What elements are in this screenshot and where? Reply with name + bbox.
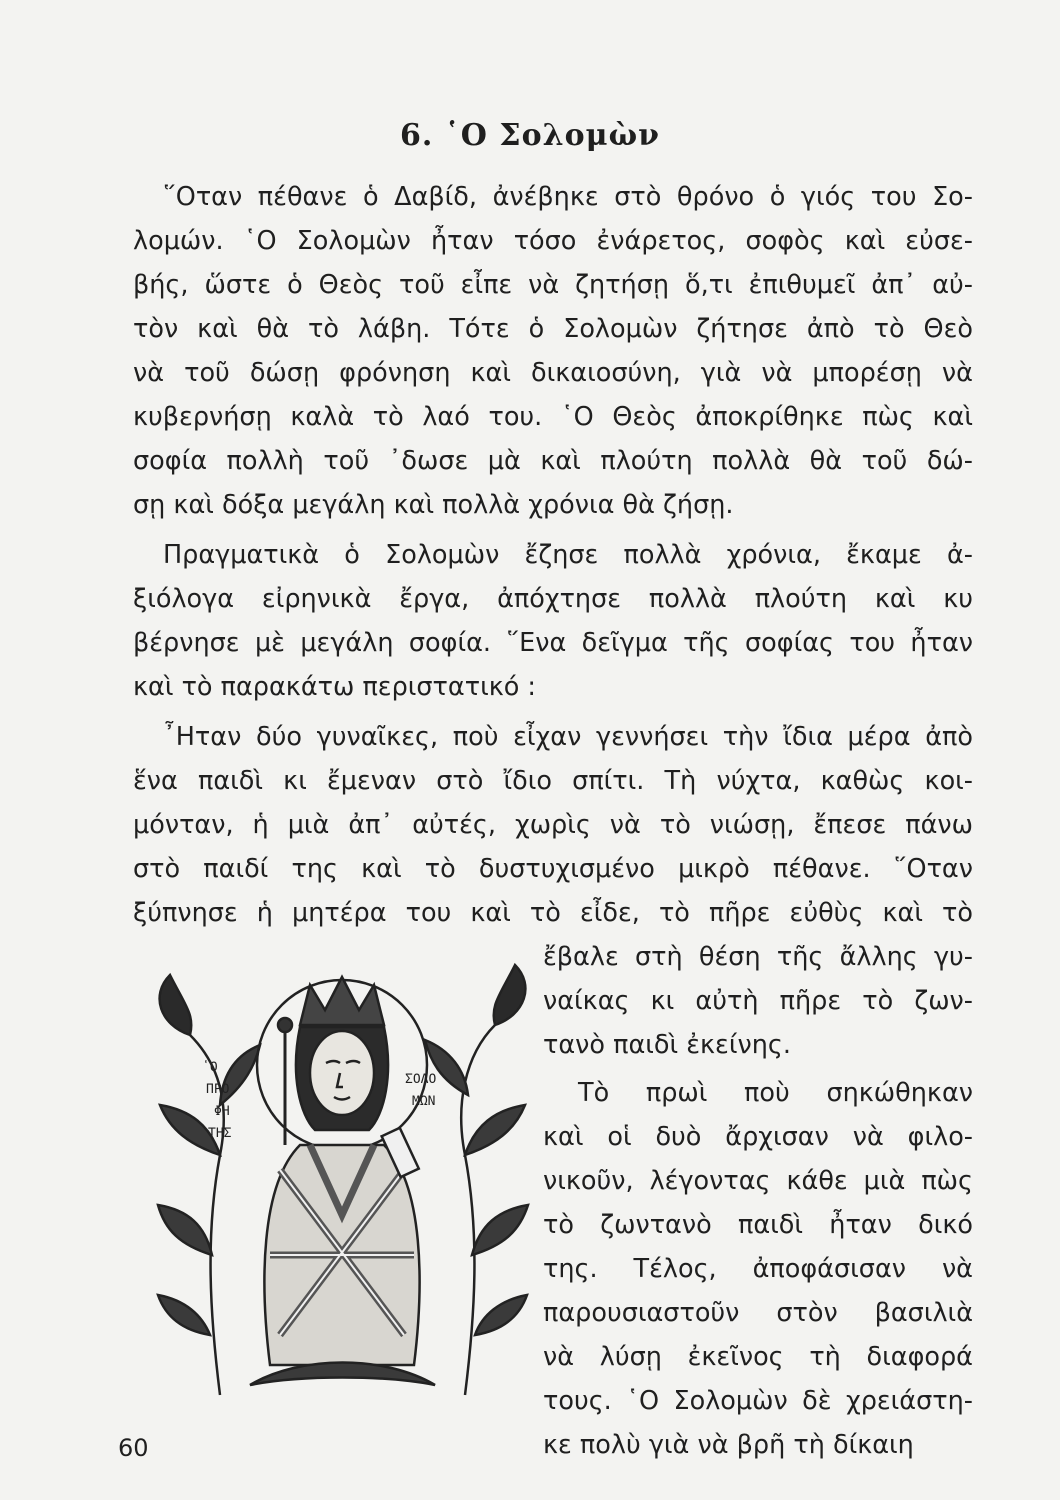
text-line: παρουσιαστοῦν στὸν βασιλιὰ [543,1298,973,1328]
text-line: ξιόλογα εἰρηνικὰ ἔργα, ἀπόχτησε πολλὰ πλούτη καὶ κυ [133,584,973,614]
svg-text:῾Ο: ῾Ο [202,1060,218,1075]
text-line: νὰ λύσῃ ἐκεῖνος τὴ διαφορά [543,1342,973,1372]
svg-text:ΣΟΛΟ: ΣΟΛΟ [405,1072,437,1087]
text-line: τανὸ παιδὶ ἐκείνης. [543,1030,791,1060]
text-line: κυβερνήσῃ καλὰ τὸ λαό του. ῾Ο Θεὸς ἀποκρίθηκε πὼς καὶ [133,402,973,432]
text-line: λομών. ῾Ο Σολομὼν ἦταν τόσο ἐνάρετος, σοφὸς καὶ εὐσε- [133,226,973,256]
right-flower [494,965,526,1025]
text-line: της. Τέλος, ἀποφάσισαν νὰ [543,1254,973,1284]
text-line: Τὸ πρωὶ ποὺ σηκώθηκαν [578,1078,973,1108]
text-line: κε πολὺ γιὰ νὰ βρῆ τὴ δίκαιη [543,1430,914,1460]
text-line: μόνταν, ἡ μιὰ ἀπ᾽ αὐτές, χωρὶς νὰ τὸ νιώσῃ, ἔπεσε πάνω [133,810,973,840]
text-line: σοφία πολλὴ τοῦ ᾽δωσε μὰ καὶ πλούτη πολλὰ θὰ τοῦ δώ- [133,446,973,476]
text-line: ῏Ηταν δύο γυναῖκες, ποὺ εἶχαν γεννήσει τὴν ἴδια μέρα ἀπὸ [163,722,973,752]
text-line: βής, ὥστε ὁ Θεὸς τοῦ εἶπε νὰ ζητήσῃ ὅ,τι ἐπιθυμεῖ ἀπ᾽ αὐ- [133,270,973,300]
text-line: τὸν καὶ θὰ τὸ λάβη. Τότε ὁ Σολομὼν ζήτησε ἀπὸ τὸ Θεὸ [133,314,973,344]
text-line: τους. ῾Ο Σολομὼν δὲ χρειάστη- [543,1386,973,1416]
solomon-icon-illustration [150,955,535,1400]
svg-text:ΠΡΟ: ΠΡΟ [206,1082,230,1097]
chapter-title: 6. ῾Ο Σολομὼν [400,118,660,153]
text-line: ἕνα παιδὶ κι ἔμεναν στὸ ἴδιο σπίτι. Τὴ νύχτα, καθὼς κοι- [133,766,973,796]
text-line: καὶ τὸ παρακάτω περιστατικό : [133,672,537,702]
text-line: σῃ καὶ δόξα μεγάλη καὶ πολλὰ χρόνια θὰ ζήσῃ. [133,490,734,520]
text-line: ἔβαλε στὴ θέση τῆς ἄλλης γυ- [543,942,973,972]
text-line: ξύπνησε ἡ μητέρα του καὶ τὸ εἶδε, τὸ πῆρε εὐθὺς καὶ τὸ [133,898,973,928]
svg-text:ΤΗΣ: ΤΗΣ [208,1126,232,1141]
text-line: ναίκας κι αὐτὴ πῆρε τὸ ζων- [543,986,973,1016]
icon-drawing [150,955,535,1400]
left-flower [160,975,192,1035]
page-number: 60 [118,1434,149,1462]
icon-inscription-right [405,1072,436,1109]
text-line: τὸ ζωντανὸ παιδὶ ἦταν δικό [543,1210,973,1240]
text-line: καὶ οἱ δυὸ ἄρχισαν νὰ φιλο- [543,1122,973,1152]
text-line: στὸ παιδί της καὶ τὸ δυστυχισμένο μικρὸ πέθανε. ῞Οταν [133,854,973,884]
text-line: νὰ τοῦ δώσῃ φρόνηση καὶ δικαιοσύνη, γιὰ νὰ μπορέσῃ νὰ [133,358,973,388]
svg-text:ΜΩΝ: ΜΩΝ [412,1094,436,1109]
text-line: νικοῦν, λέγοντας κάθε μιὰ πὼς [543,1166,973,1196]
svg-text:ΦΗ: ΦΗ [214,1104,230,1119]
text-line: Πραγματικὰ ὁ Σολομὼν ἔζησε πολλὰ χρόνια, ἔκαμε ἀ- [163,540,973,570]
text-line: βέρνησε μὲ μεγάλη σοφία. ῞Ενα δεῖγμα τῆς σοφίας του ἦταν [133,628,973,658]
text-line: ῞Οταν πέθανε ὁ Δαβίδ, ἀνέβηκε στὸ θρόνο ὁ γιός του Σο- [163,182,973,212]
face [310,1031,374,1115]
right-stem [461,1025,495,1395]
